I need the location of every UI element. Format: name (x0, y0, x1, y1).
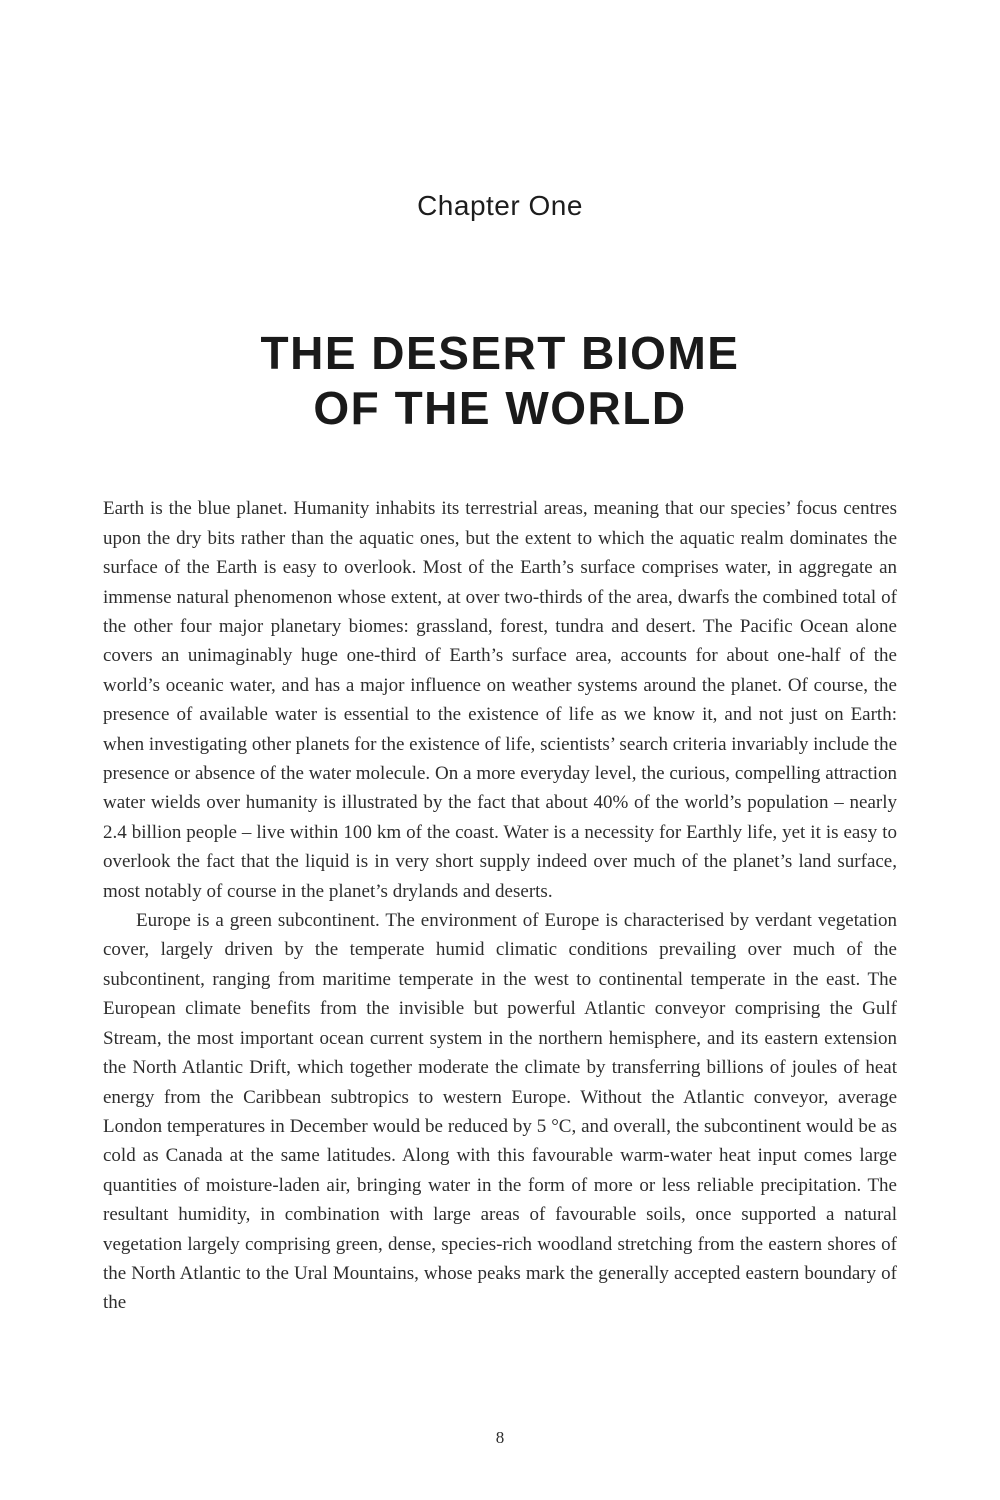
page-number: 8 (495, 1428, 505, 1447)
page-title (103, 326, 897, 436)
paragraph: Earth is the blue planet. Humanity inhabits its terrestrial areas, meaning that our species’ focus centres upon the dry bits rather than the aquatic ones, but the extent to which the aquatic realm dominates the surface of the Earth is easy to overlook. Most of the Earth’s surface comprises water, in aggregate an immense natural phenomenon whose extent, at over two-thirds of the area, dwarfs the combined total of the other four major planetary biomes: grassland, forest, tundra and desert. The Pacific Ocean alone covers an unimaginably huge one-third of Earth’s surface area, accounts for about one-half of the world’s oceanic water, and has a major influence on weather systems around the planet. Of course, the presence of available water is essential to the existence of life as we know it, and not just on Earth: when investigating other planets for the existence of life, scientists’ search criteria invariably include the presence or absence of the water molecule. On a more everyday level, the curious, compelling attraction water wields over humanity is illustrated by the fact that about 40% of the world’s population – nearly 2.4 billion people – live within 100 km of the coast. Water is a necessity for Earthly life, yet it is easy to overlook the fact that the liquid is in very short supply indeed over much of the planet’s land surface, most notably of course in the planet’s drylands and deserts. (103, 498, 897, 902)
paragraph: Europe is a green subcontinent. The environment of Europe is characterised by verdant vegetation cover, largely driven by the temperate humid climatic conditions prevailing over much of the subcontinent, ranging from maritime temperate in the west to continental temperate in the east. The European climate benefits from the invisible but powerful Atlantic conveyor comprising the Gulf Stream, the most important ocean current system in the northern hemisphere, and its eastern extension the North Atlantic Drift, which together moderate the climate by transferring billions of joules of heat energy from the Caribbean subtropics to western Europe. Without the Atlantic conveyor, average London temperatures in December would be reduced by 5 °C, and overall, the subcontinent would be as cold as Canada at the same latitudes. Along with this favourable warm-water heat input comes large quantities of moisture-laden air, bringing water in the form of more or less reliable precipitation. The resultant humidity, in combination with large areas of favourable soils, once supported a natural vegetation largely comprising green, dense, species-rich woodland stretching from the eastern shores of the North Atlantic to the Ural Mountains, whose peaks mark the generally accepted eastern boundary of the (103, 910, 897, 1314)
title-line-2: OF THE WORLD (313, 382, 687, 435)
chapter-label: Chapter One (417, 190, 583, 221)
body-text (103, 494, 897, 1317)
title-line-1: THE DESERT BIOME (260, 327, 740, 379)
